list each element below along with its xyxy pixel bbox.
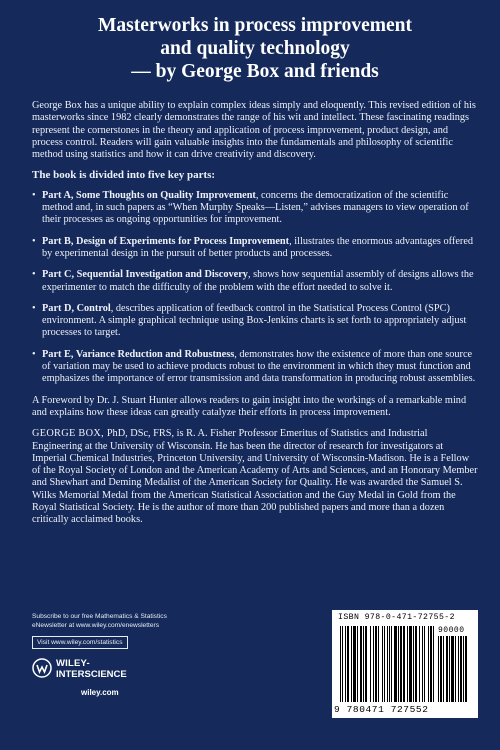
barcode-bar: [400, 626, 402, 702]
barcode-bar: [370, 626, 371, 702]
cover-copy: [32, 100, 480, 527]
part-description: , concerns the democratization of the scientific method and, in such papers as “When Murphy Speaks—Listen,” advises managers to view operation of their processes as ongoing opportunities for improvement.: [42, 189, 469, 226]
barcode-bar: [419, 626, 420, 702]
barcode-bar: [430, 626, 432, 702]
bullet-icon: •: [32, 302, 36, 314]
barcode-bar: [443, 636, 444, 702]
headline-line-1: Masterworks in process improvement: [98, 15, 412, 36]
author-bio: [32, 428, 480, 526]
barcode-bar: [424, 626, 425, 702]
barcode-bar: [375, 626, 377, 702]
barcode-bar: [465, 636, 467, 702]
barcode-bar: [342, 626, 343, 702]
addon-barcode-bars: [438, 636, 472, 702]
ean-barcode-bars: [340, 626, 434, 702]
publisher-name: WILEY-: [56, 658, 90, 669]
bullet-icon: •: [32, 189, 36, 201]
part-title: Part B, Design of Experiments for Process Improvement: [42, 235, 290, 247]
part-title: Part E, Variance Reduction and Robustness: [42, 348, 235, 360]
barcode-bar: [387, 626, 388, 702]
barcode-bar: [415, 626, 417, 702]
barcode-bar: [422, 626, 423, 702]
part-item: [32, 236, 480, 261]
barcode-bar: [407, 626, 408, 702]
promo-line-1: Subscribe to our free Mathematics & Statistics: [32, 613, 167, 620]
part-description: , describes application of feedback control in the Statistical Process Control (SPC) environment. A simple graphical technique using Box-Jenkins charts is set forth to appropriately adjust processes to target.: [42, 302, 467, 339]
barcode-bar: [403, 626, 405, 702]
foreword-paragraph: A Foreword by Dr. J. Stuart Hunter allows readers to gain insight into the workings of a remarkable mind and explains how these ideas can greatly catalyze their efforts in process improvement.: [32, 394, 467, 418]
part-item: [32, 303, 480, 340]
barcode-bar: [353, 626, 356, 702]
ean-digits: 9 780471 727552: [334, 704, 429, 715]
barcode-bar: [398, 626, 399, 702]
barcode-bar: [460, 636, 462, 702]
publisher-logo: [32, 654, 152, 710]
author-degrees: PhD, DSc, FRS: [106, 428, 172, 440]
author-bio-text: , is R. A. Fisher Professor Emeritus of Statistics and Industrial Engineering at the University of Wisconsin. He has been the director of research for investigators at Imperial Chemical Industries, Princeton University, and University of Wisconsin-Madison. He is a Fellow of the Royal Society of London and the American Academy of Arts and Sciences, and an Honorary Member and Shewhart and Deming Medalist of the American Society for Quality. He was awarded the Samuel S. Wilks Memorial Medal from the American Statistical Association and the Guy Medal in Gold from the Royal Statistical Society. He is the author of more than 200 published papers and more than a dozen critically acclaimed books.: [32, 428, 478, 526]
barcode-bar: [357, 626, 358, 702]
barcode-bar: [389, 626, 390, 702]
isbn-number: ISBN 978-0-471-72755-2: [338, 613, 455, 622]
barcode-bar: [463, 636, 464, 702]
headline-line-3: — by George Box and friends: [131, 61, 379, 82]
bullet-icon: •: [32, 235, 36, 247]
part-title: Part D, Control: [42, 302, 111, 314]
visit-website-link[interactable]: Visit www.wiley.com/statistics: [32, 636, 128, 649]
barcode-bar: [360, 626, 362, 702]
promo-line-2: eNewsletter at www.wiley.com/enewsletters: [32, 622, 160, 629]
isbn-barcode: [332, 610, 478, 718]
barcode-bar: [409, 626, 412, 702]
barcode-bar: [391, 626, 392, 702]
barcode-bar: [340, 626, 341, 702]
barcode-bar: [455, 636, 456, 702]
barcode-bar: [451, 636, 454, 702]
price-code: 90000: [438, 626, 465, 635]
barcode-bar: [428, 626, 429, 702]
publisher-site: wiley.com: [81, 688, 119, 697]
part-item: [32, 269, 480, 294]
part-description: , shows how sequential assembly of designs allows the experimenter to match the difficulty of the problem with the effort needed to solve it.: [42, 269, 474, 293]
barcode-bar: [394, 626, 397, 702]
barcode-bar: [384, 626, 385, 702]
wiley-logo-icon: [32, 658, 52, 678]
barcode-bar: [458, 636, 459, 702]
barcode-bar: [433, 626, 434, 702]
barcode-bar: [373, 626, 374, 702]
barcode-bar: [449, 636, 450, 702]
intro-paragraph: George Box has a unique ability to explain complex ideas simply and eloquently. This revised edition of his masterworks since 1982 clearly demonstrates the range of his wit and intellect. These fascinating readings represent the cornerstones in the theory and application of process improvement, product design, and process control. Readers will gain valuable insights into the fundamentals and philosophy of scientific method using statistics and how it can drive creativity and discovery.: [32, 100, 476, 161]
barcode-bar: [378, 626, 379, 702]
part-description: , demonstrates how the existence of more than one source of variation may be used to achieve products robust to the environment in which they must function and emphasizes the importance of error transmission and data transformation in producing robust assemblies.: [42, 348, 476, 385]
part-title: Part C, Sequential Investigation and Discovery: [42, 269, 248, 281]
part-title: Part A, Some Thoughts on Quality Improvement: [42, 189, 256, 201]
part-description: , illustrates the enormous advantages offered by experimental design in the pursuit of better products and processes.: [42, 235, 474, 259]
parts-list: [32, 190, 480, 386]
barcode-bar: [345, 626, 346, 702]
part-item: [32, 349, 480, 386]
barcode-bar: [440, 636, 442, 702]
newsletter-promo: [32, 612, 212, 649]
parts-heading: The book is divided into five key parts:: [32, 169, 216, 182]
barcode-bar: [363, 626, 364, 702]
barcode-bar: [365, 626, 367, 702]
headline: [40, 14, 470, 83]
publisher-imprint: INTERSCIENCE: [56, 669, 127, 680]
barcode-bar: [413, 626, 414, 702]
author-name: GEORGE BOX,: [32, 428, 107, 440]
bullet-icon: •: [32, 269, 36, 281]
headline-line-2: and quality technology: [160, 38, 350, 59]
bullet-icon: •: [32, 348, 36, 360]
barcode-bar: [351, 626, 352, 702]
barcode-bar: [382, 626, 383, 702]
barcode-bar: [446, 636, 448, 702]
part-item: [32, 190, 480, 227]
barcode-bar: [438, 636, 439, 702]
barcode-bar: [347, 626, 349, 702]
